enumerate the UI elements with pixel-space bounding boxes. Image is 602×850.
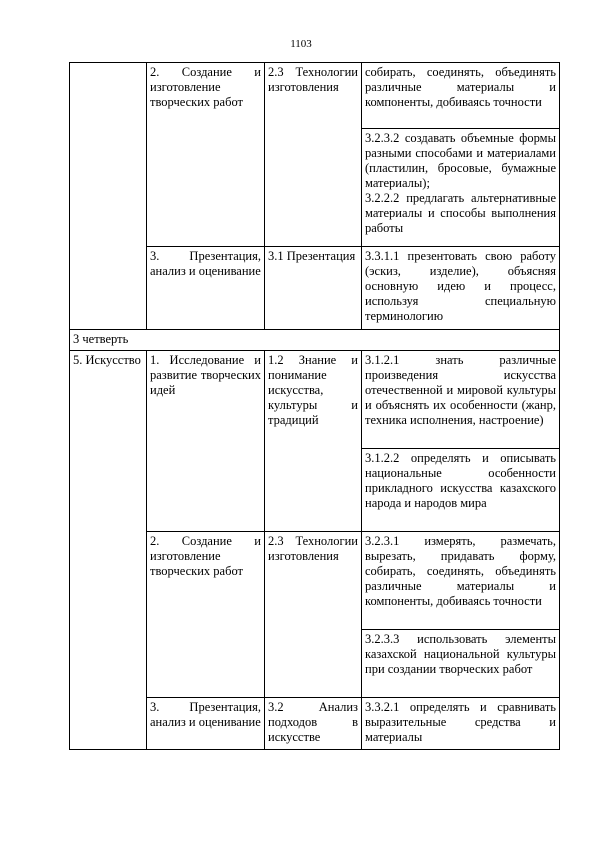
topic-cell-empty [70, 63, 147, 330]
section-cell: 2. Создание и изготовление творческих работ [147, 532, 265, 698]
quarter-row [70, 330, 560, 351]
section-cell: 1. Исследование и развитие творческих идей [147, 351, 265, 532]
table-row [70, 351, 560, 449]
objective-cell: 3.1.2.1 знать различные произведения искусства отечественной и мировой культуры и объяснять их особенности (жанр, техника исполнения, настроение) [362, 351, 560, 449]
subsection-cell: 3.2 Анализ подходов в искусстве [265, 698, 362, 750]
quarter-label: 3 четверть [70, 330, 560, 351]
objective-cell: 3.2.3.1 измерять, размечать, вырезать, придавать форму, собирать, соединять, объединять различные материалы и компоненты, добиваясь точности [362, 532, 560, 630]
subsection-cell: 2.3 Технологии изготовления [265, 63, 362, 247]
section-cell: 3. Презентация, анализ и оценивание [147, 247, 265, 330]
objective-cell: 3.3.2.1 определять и сравнивать выразительные средства и материалы [362, 698, 560, 750]
topic-cell: 5. Искусство [70, 351, 147, 750]
section-cell: 2. Создание и изготовление творческих работ [147, 63, 265, 247]
subsection-cell: 2.3 Технологии изготовления [265, 532, 362, 698]
page-number: 1103 [290, 38, 312, 50]
subsection-cell: 3.1 Презентация [265, 247, 362, 330]
section-cell: 3. Презентация, анализ и оценивание [147, 698, 265, 750]
table-row [70, 63, 560, 129]
objective-cell: 3.1.2.2 определять и описывать национальные особенности прикладного искусства казахского народа и народов мира [362, 449, 560, 532]
subsection-cell: 1.2 Знание и понимание искусства, культуры и традиций [265, 351, 362, 532]
objective-cell: 3.2.3.3 использовать элементы казахской национальной культуры при создании творческих работ [362, 630, 560, 698]
objective-cell: собирать, соединять, объединять различные материалы и компоненты, добиваясь точности [362, 63, 560, 129]
curriculum-table [69, 62, 560, 750]
objective-cell: 3.3.1.1 презентовать свою работу (эскиз, изделие), объясняя основную идею и процесс, используя специальную терминологию [362, 247, 560, 330]
objective-cell: 3.2.3.2 создавать объемные формы разными способами и материалами (пластилин, бросовые, бумажные материалы); 3.2.2.2 предлагать альтернативные материалы и способы выполнения работы [362, 129, 560, 247]
